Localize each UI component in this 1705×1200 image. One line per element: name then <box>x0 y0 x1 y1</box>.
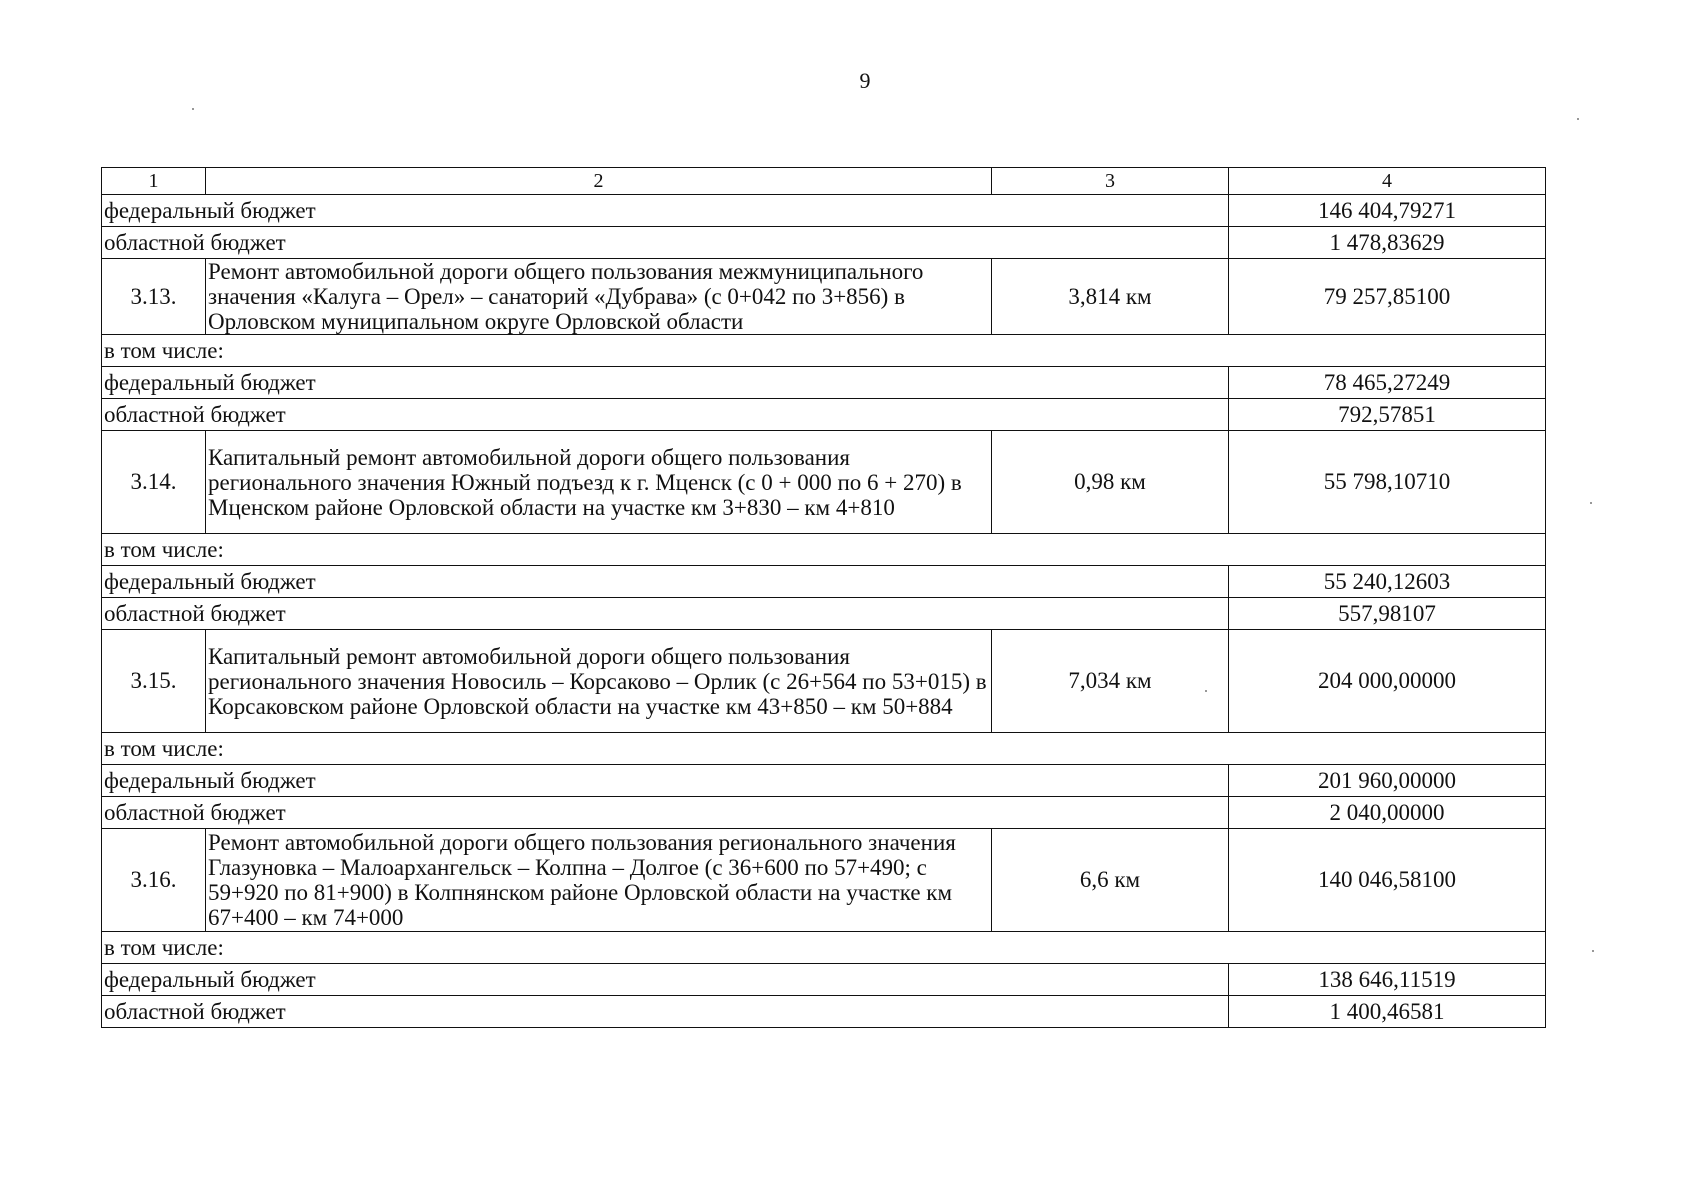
table-row <box>102 227 1546 259</box>
table-row <box>102 534 1546 566</box>
table-row <box>102 566 1546 598</box>
amount-cell: 140 046,58100 <box>1229 829 1546 932</box>
table-row <box>102 335 1546 367</box>
item-description: Ремонт автомобильной дороги общего пользования межмуниципального значения «Калуга – Орел» – санаторий «Дубрава» (с 0+042 по 3+856) в Орловском муниципальном округе Орловской области <box>206 259 992 335</box>
amount-cell: 78 465,27249 <box>1229 367 1546 399</box>
table-row <box>102 598 1546 630</box>
amount-cell: 55 798,10710 <box>1229 431 1546 534</box>
item-number: 3.14. <box>102 431 206 534</box>
column-header: 2 <box>206 168 992 195</box>
table-row <box>102 431 1546 534</box>
item-number: 3.13. <box>102 259 206 335</box>
table-row <box>102 996 1546 1028</box>
note-label: в том числе: <box>102 733 1546 765</box>
budget-label: федеральный бюджет <box>102 566 1229 598</box>
amount-cell: 55 240,12603 <box>1229 566 1546 598</box>
item-number: 3.15. <box>102 630 206 733</box>
table-row <box>102 932 1546 964</box>
item-length: 0,98 км <box>992 431 1229 534</box>
budget-label: областной бюджет <box>102 797 1229 829</box>
amount-cell: 2 040,00000 <box>1229 797 1546 829</box>
amount-cell: 138 646,11519 <box>1229 964 1546 996</box>
budget-label: федеральный бюджет <box>102 367 1229 399</box>
table-row <box>102 765 1546 797</box>
budget-label: областной бюджет <box>102 227 1229 259</box>
table-row <box>102 367 1546 399</box>
item-length: 3,814 км <box>992 259 1229 335</box>
budget-label: областной бюджет <box>102 399 1229 431</box>
amount-cell: 146 404,79271 <box>1229 195 1546 227</box>
budget-label: федеральный бюджет <box>102 195 1229 227</box>
amount-cell: 1 400,46581 <box>1229 996 1546 1028</box>
item-number: 3.16. <box>102 829 206 932</box>
budget-label: областной бюджет <box>102 598 1229 630</box>
table-row <box>102 259 1546 335</box>
item-length: 7,034 км <box>992 630 1229 733</box>
budget-label: федеральный бюджет <box>102 765 1229 797</box>
table-row <box>102 630 1546 733</box>
item-description: Ремонт автомобильной дороги общего пользования регионального значения Глазуновка – Малоархангельск – Колпна – Долгое (с 36+600 по 57+490; с 59+920 по 81+900) в Колпнянском районе Орловской области на участке км 67+400 – км 74+000 <box>206 829 992 932</box>
budget-label: федеральный бюджет <box>102 964 1229 996</box>
note-label: в том числе: <box>102 534 1546 566</box>
scan-speck <box>1577 118 1579 120</box>
table-row <box>102 829 1546 932</box>
amount-cell: 792,57851 <box>1229 399 1546 431</box>
scan-speck <box>1592 950 1594 952</box>
amount-cell: 557,98107 <box>1229 598 1546 630</box>
scan-speck <box>1205 690 1207 692</box>
item-description: Капитальный ремонт автомобильной дороги общего пользования регионального значения Южный подъезд к г. Мценск (с 0 + 000 по 6 + 270) в Мценском районе Орловской области на участке км 3+830 – км 4+810 <box>206 431 992 534</box>
table-row <box>102 797 1546 829</box>
scan-speck <box>1590 502 1592 504</box>
table-body <box>102 168 1546 1028</box>
note-label: в том числе: <box>102 932 1546 964</box>
column-header: 3 <box>992 168 1229 195</box>
item-description: Капитальный ремонт автомобильной дороги общего пользования регионального значения Новосиль – Корсаково – Орлик (с 26+564 по 53+015) в Корсаковском районе Орловской области на участке км 43+850 – км 50+884 <box>206 630 992 733</box>
table-row <box>102 964 1546 996</box>
page-number: 9 <box>859 68 871 93</box>
budget-label: областной бюджет <box>102 996 1229 1028</box>
note-label: в том числе: <box>102 335 1546 367</box>
amount-cell: 79 257,85100 <box>1229 259 1546 335</box>
amount-cell: 201 960,00000 <box>1229 765 1546 797</box>
column-header: 4 <box>1229 168 1546 195</box>
amount-cell: 1 478,83629 <box>1229 227 1546 259</box>
table-row <box>102 733 1546 765</box>
table-header-row <box>102 168 1546 195</box>
budget-table <box>101 167 1546 1028</box>
column-header: 1 <box>102 168 206 195</box>
scan-speck <box>192 108 194 110</box>
table-row <box>102 195 1546 227</box>
table-row <box>102 399 1546 431</box>
item-length: 6,6 км <box>992 829 1229 932</box>
amount-cell: 204 000,00000 <box>1229 630 1546 733</box>
